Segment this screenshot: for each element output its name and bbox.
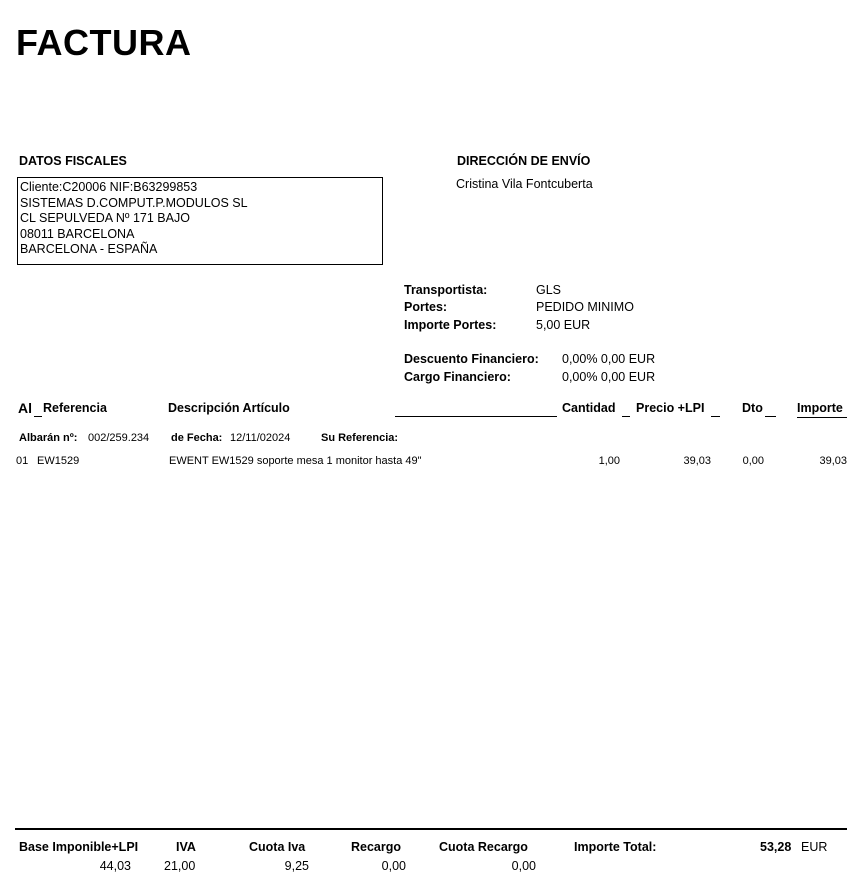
carrier-value: GLS: [536, 283, 562, 297]
fiscal-line-city: 08011 BARCELONA: [20, 226, 135, 241]
importe-total-value: 53,28: [760, 840, 792, 854]
importe-total-currency: EUR: [801, 840, 828, 854]
col-referencia-header: Referencia: [43, 401, 107, 415]
importe-portes-label: Importe Portes:: [404, 318, 497, 332]
shipping-name: Cristina Vila Fontcuberta: [456, 177, 593, 191]
col-cantidad-header: Cantidad: [562, 401, 616, 415]
invoice-title: FACTURA: [16, 22, 192, 63]
recargo-label: Recargo: [351, 840, 402, 854]
fiscal-line-country: BARCELONA - ESPAÑA: [20, 242, 158, 256]
iva-label: IVA: [176, 840, 196, 854]
totals-divider: [15, 828, 847, 830]
recargo-value: 0,00: [381, 859, 406, 873]
cuota-recargo-label: Cuota Recargo: [439, 840, 528, 854]
header-underline: [711, 416, 720, 417]
item-importe: 39,03: [819, 455, 847, 467]
header-underline: [797, 417, 847, 418]
fiscal-line-company: SISTEMAS D.COMPUT.P.MODULOS SL: [20, 195, 248, 210]
fecha-label: de Fecha:: [171, 432, 223, 444]
descuento-value: 0,00% 0,00 EUR: [562, 352, 656, 366]
col-descripcion-header: Descripción Artículo: [168, 401, 290, 415]
header-underline: [395, 416, 557, 417]
header-underline: [34, 416, 42, 417]
albaran-label: Albarán nº:: [19, 432, 78, 444]
carrier-label: Transportista:: [404, 283, 488, 297]
iva-value: 21,00: [164, 859, 196, 873]
col-precio-header: Precio +LPI: [636, 401, 705, 415]
portes-value: PEDIDO MINIMO: [536, 300, 634, 314]
shipping-heading: DIRECCIÓN DE ENVÍO: [457, 154, 591, 168]
item-dto: 0,00: [742, 455, 764, 467]
cuota-iva-value: 9,25: [284, 859, 309, 873]
su-referencia-label: Su Referencia:: [321, 432, 399, 444]
item-precio: 39,03: [683, 455, 711, 467]
importe-portes-value: 5,00 EUR: [536, 318, 591, 332]
col-al-header: Al: [18, 400, 32, 416]
base-imponible-label: Base Imponible+LPI: [19, 840, 139, 854]
fiscal-heading: DATOS FISCALES: [19, 154, 127, 168]
importe-total-label: Importe Total:: [574, 840, 657, 854]
fiscal-box: [17, 177, 383, 265]
fiscal-line-client: Cliente:C20006 NIF:B63299853: [20, 180, 198, 194]
header-underline: [622, 416, 630, 417]
cuota-iva-label: Cuota Iva: [249, 840, 306, 854]
albaran-number: 002/259.234: [88, 432, 150, 444]
cuota-recargo-value: 0,00: [511, 859, 536, 873]
descuento-label: Descuento Financiero:: [404, 352, 539, 366]
fecha-value: 12/11/02024: [230, 432, 291, 444]
item-descripcion: EWENT EW1529 soporte mesa 1 monitor hasta 49": [169, 455, 422, 467]
item-referencia: EW1529: [37, 455, 80, 467]
cargo-value: 0,00% 0,00 EUR: [562, 370, 656, 384]
item-al: 01: [16, 455, 29, 467]
fiscal-line-address: CL SEPULVEDA Nº 171 BAJO: [20, 211, 190, 225]
col-dto-header: Dto: [742, 401, 763, 415]
portes-label: Portes:: [404, 300, 448, 314]
col-importe-header: Importe: [797, 401, 843, 415]
base-imponible-value: 44,03: [99, 859, 131, 873]
cargo-label: Cargo Financiero:: [404, 370, 511, 384]
header-underline: [765, 416, 776, 417]
item-cantidad: 1,00: [598, 455, 620, 467]
